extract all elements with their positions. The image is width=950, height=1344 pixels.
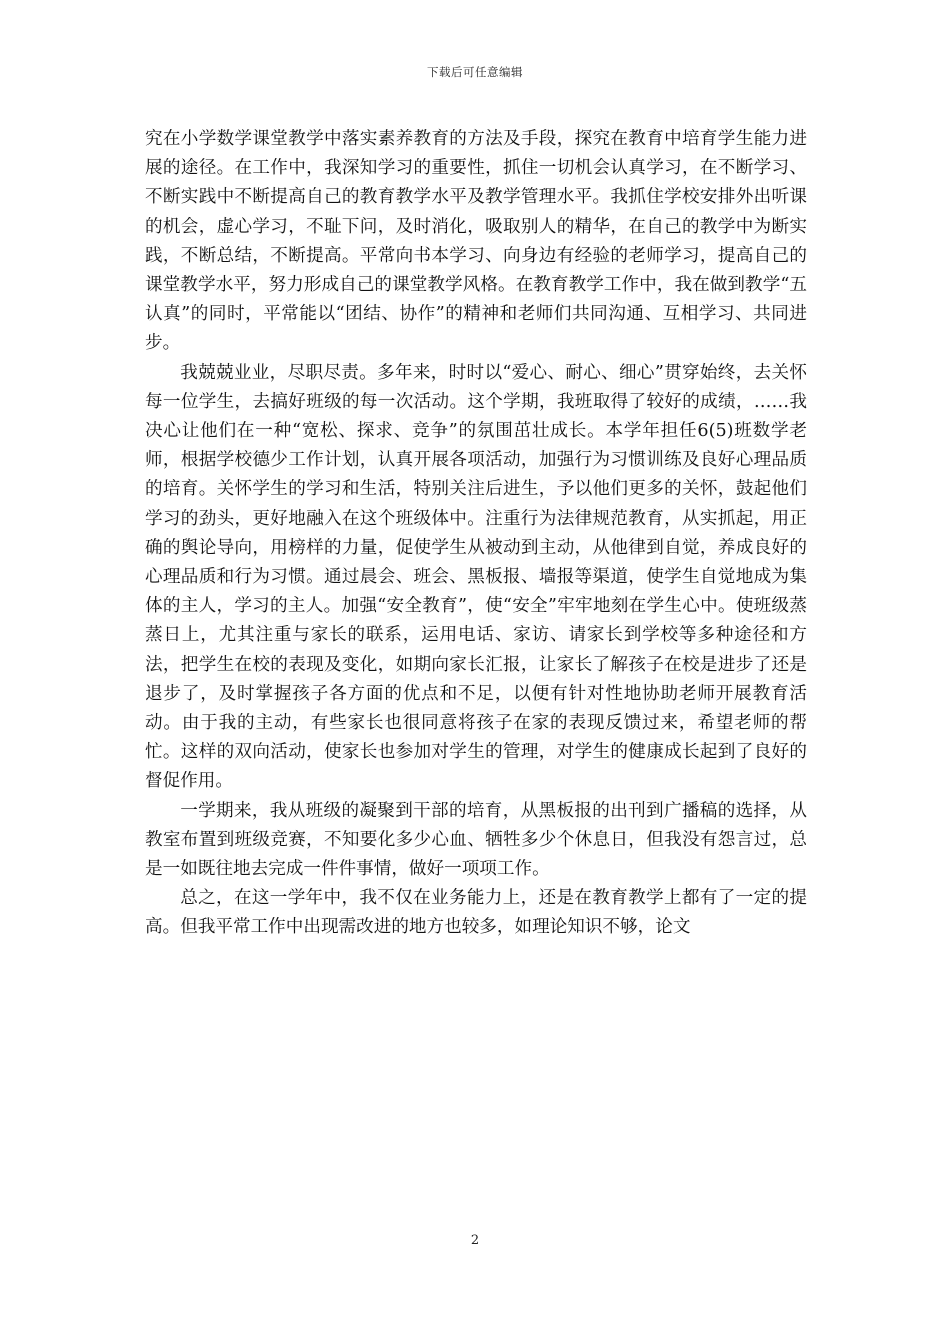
paragraph-continued: 究在小学数学课堂教学中落实素养教育的方法及手段，探究在教育中培育学生能力进展的途径。在工作中，我深知学习的重要性，抓住一切机会认真学习，在不断学习、不断实践中不断提高自己的教育教学水平及教学管理水平。我抓住学校安排外出听课的机会，虚心学习，不耻下问，及时消化，吸取别人的精华，在自己的教学中为断实践，不断总结，不断提高。平常向书本学习、向身边有经验的老师学习，提高自己的课堂教学水平，努力形成自己的课堂教学风格。在教育教学工作中，我在做到教学“五认真”的同时，平常能以“团结、协作”的精神和老师们共同沟通、互相学习、共同进步。 bbox=[145, 129, 807, 354]
paragraph-semester-review: 一学期来，我从班级的凝聚到干部的培育，从黑板报的出刊到广播稿的选择，从教室布置到班级竞赛，不知要化多少心血、牺牲多少个休息日，但我没有怨言过，总是一如既往地去完成一件件事情，做好一项项工作。 bbox=[145, 800, 807, 880]
document-body bbox=[145, 125, 807, 943]
page-number: 2 bbox=[470, 1233, 480, 1248]
paragraph-class-work: 我兢兢业业，尽职尽责。多年来，时时以“爱心、耐心、细心”贯穿始终，去关怀每一位学生，去搞好班级的每一次活动。这个学期，我班取得了较好的成绩，……我决心让他们在一种“宽松、探求、竞争”的氛围茁壮成长。本学年担任6(5)班数学老师，根据学校德少工作计划，认真开展各项活动，加强行为习惯训练及良好心理品质的培育。关怀学生的学习和生活，特别关注后进生，予以他们更多的关怀，鼓起他们学习的劲头，更好地融入在这个班级体中。注重行为法律规范教育，从实抓起，用正确的舆论导向，用榜样的力量，促使学生从被动到主动，从他律到自觉，养成良好的心理品质和行为习惯。通过晨会、班会、黑板报、墙报等渠道，使学生自觉地成为集体的主人，学习的主人。加强“安全教育”，使“安全”牢牢地刻在学生心中。使班级蒸蒸日上，尤其注重与家长的联系，运用电话、家访、请家长到学校等多种途径和方法，把学生在校的表现及变化，如期向家长汇报，让家长了解孩子在校是进步了还是退步了，及时掌握孩子各方面的优点和不足，以便有针对性地协助老师开展教育活动。由于我的主动，有些家长也很同意将孩子在家的表现反馈过来，希望老师的帮忙。这样的双向活动，使家长也参加对学生的管理，对学生的健康成长起到了良好的督促作用。 bbox=[145, 362, 807, 792]
paragraph-summary: 总之，在这一学年中，我不仅在业务能力上，还是在教育教学上都有了一定的提高。但我平常工作中出现需改进的地方也较多，如理论知识不够，论文 bbox=[145, 888, 807, 938]
page-header: 下载后可任意编辑 bbox=[427, 65, 523, 79]
